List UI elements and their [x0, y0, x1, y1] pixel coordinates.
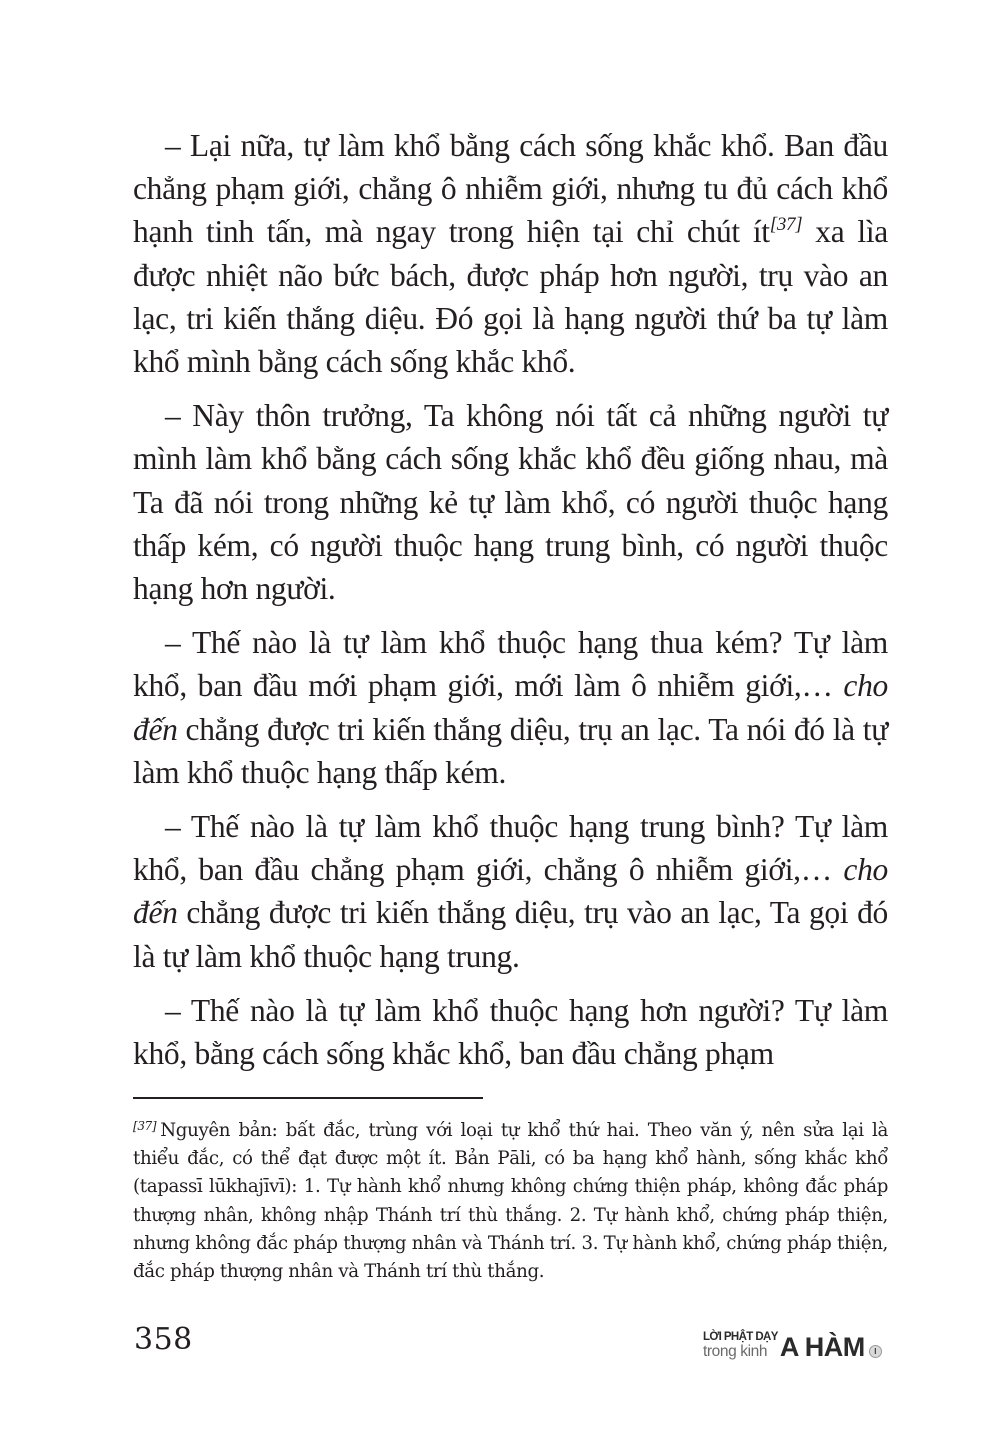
- body-text: [133, 124, 888, 1086]
- italic-phrase: cho đến: [133, 852, 888, 931]
- footnote: [133, 1117, 888, 1286]
- paragraph-text: xa lìa được nhiệt não bức bách, được pháp hơn người, trụ vào an lạc, tri kiến thắng diệu. Đó gọi là hạng người thứ ba tự làm khổ mình bằng cách sống khắc khổ.: [133, 214, 888, 380]
- logo-line-bottom: trong kinh: [703, 1342, 768, 1360]
- italic-phrase: cho đến: [133, 668, 888, 747]
- paragraph: – Này thôn trưởng, Ta không nói tất cả những người tự mình làm khổ bằng cách sống khắc khổ đều giống nhau, mà Ta đã nói trong những kẻ tự làm khổ, có người thuộc hạng thấp kém, có người thuộc hạng trung bình, có người thuộc hạng hơn người.: [133, 398, 888, 607]
- paragraph: [133, 621, 888, 794]
- paragraph-text: – Thế nào là tự làm khổ thuộc hạng thua kém? Tự làm khổ, ban đầu mới phạm giới, mới làm ô nhiễm giới,…: [133, 625, 888, 704]
- paragraph-text: chẳng được tri kiến thắng diệu, trụ an lạc. Ta nói đó là tự làm khổ thuộc hạng thấp kém.: [133, 711, 888, 790]
- book-series-logo: [703, 1327, 882, 1362]
- paragraph-text: – Thế nào là tự làm khổ thuộc hạng trung bình? Tự làm khổ, ban đầu chẳng phạm giới, chẳng ô nhiễm giới,…: [133, 809, 888, 888]
- paragraph-text: chẳng được tri kiến thắng diệu, trụ vào an lạc, Ta gọi đó là tự làm khổ thuộc hạng trung.: [133, 895, 888, 974]
- footnote-text: Nguyên bản: bất đắc, trùng với loại tự khổ thứ hai. Theo văn ý, nên sửa lại là thiểu đắc, có thể đạt được một ít. Bản Pāli, có ba hạng khổ hành, sống khắc khổ (tapassī lūkhajīvī): 1. Tự hành khổ nhưng không chứng thiện pháp, không đắc pháp thượng nhân, không nhập Thánh trí thù thắng. 2. Tự hành khổ, chứng pháp thiện, nhưng không đắc pháp thượng nhân và Thánh trí. 3. Tự hành khổ, chứng pháp thiện, đắc pháp thượng nhân và Thánh trí thù thắng.: [133, 1120, 888, 1283]
- page-number: 358: [134, 1322, 193, 1357]
- paragraph-text: – Lại nữa, tự làm khổ bằng cách sống khắc khổ. Ban đầu chẳng phạm giới, chẳng ô nhiễm giới, nhưng tu đủ cách khổ hạnh tinh tấn, mà ngay trong hiện tại chỉ chút ít: [133, 128, 888, 250]
- volume-badge-icon: I: [869, 1345, 882, 1358]
- footnote-reference[interactable]: [37]: [769, 214, 803, 236]
- footnote-mark: [37]: [133, 1119, 157, 1133]
- paragraph: [133, 124, 888, 383]
- paragraph: – Thế nào là tự làm khổ thuộc hạng hơn người? Tự làm khổ, bằng cách sống khắc khổ, ban đầu chẳng phạm: [133, 992, 888, 1072]
- paragraph: [133, 805, 888, 978]
- logo-subtitle: [703, 1332, 778, 1359]
- logo-line-top: LỜI PHẬT DẠY: [703, 1331, 778, 1343]
- logo-title: A HÀM: [779, 1331, 865, 1362]
- footnote-divider: [133, 1097, 483, 1099]
